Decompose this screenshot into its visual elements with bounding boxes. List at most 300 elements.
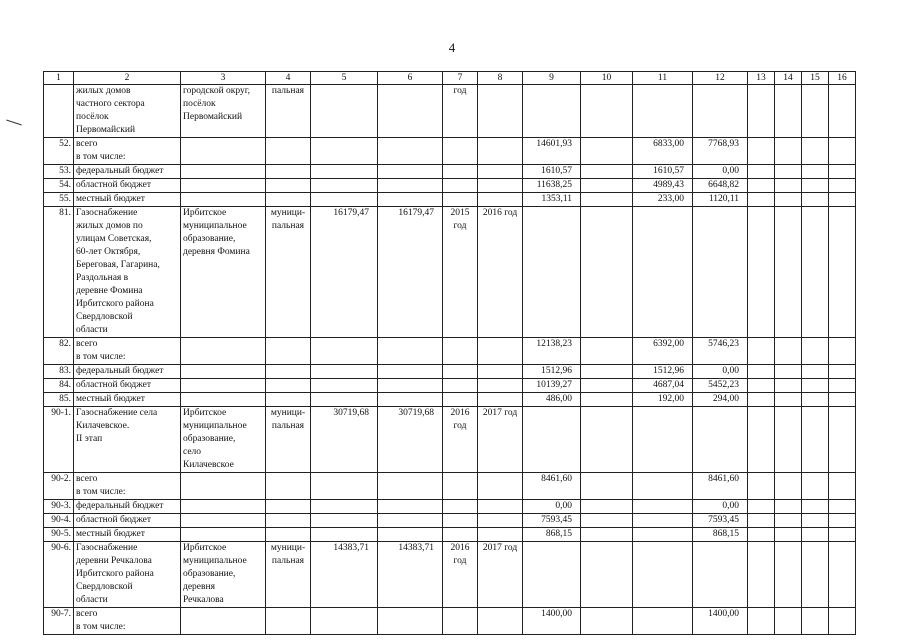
table-cell: [478, 528, 523, 542]
table-cell: всего в том числе:: [74, 608, 181, 635]
table-cell: [581, 542, 633, 608]
table-cell: [478, 379, 523, 393]
table-cell: [311, 179, 378, 193]
table-cell: [443, 193, 478, 207]
table-cell: 10139,27: [523, 379, 581, 393]
table-cell: [266, 528, 311, 542]
table-cell: 1610,57: [633, 165, 693, 179]
table-cell: [443, 379, 478, 393]
table-cell: [266, 379, 311, 393]
table-cell: 8461,60: [693, 473, 748, 500]
table-row: [44, 514, 856, 528]
table-cell: [581, 528, 633, 542]
table-cell: [802, 514, 829, 528]
table-cell: [775, 407, 802, 473]
table-cell: [443, 608, 478, 635]
table-cell: 7593,45: [693, 514, 748, 528]
table-cell: [802, 393, 829, 407]
table-cell: [266, 365, 311, 379]
table-cell: 0,00: [693, 500, 748, 514]
table-row: [44, 338, 856, 365]
table-cell: жилых домов частного сектора посёлок Первомайский: [74, 85, 181, 138]
table-cell: областной бюджет: [74, 514, 181, 528]
table-cell: [802, 379, 829, 393]
table-cell: [581, 393, 633, 407]
table-row: [44, 542, 856, 608]
table-cell: 2017 год: [478, 407, 523, 473]
table-row: [44, 608, 856, 635]
table-cell: [443, 179, 478, 193]
table-body: [44, 85, 856, 635]
table-cell: 55.: [44, 193, 74, 207]
table-cell: 868,15: [523, 528, 581, 542]
table-cell: 53.: [44, 165, 74, 179]
table-cell: 1353,11: [523, 193, 581, 207]
table-row: [44, 500, 856, 514]
table-cell: [266, 179, 311, 193]
table-cell: федеральный бюджет: [74, 165, 181, 179]
column-header-15: 15: [802, 72, 829, 85]
table-cell: 14601,93: [523, 138, 581, 165]
column-header-14: 14: [775, 72, 802, 85]
column-header-6: 6: [378, 72, 443, 85]
table-cell: [311, 473, 378, 500]
table-cell: [378, 528, 443, 542]
table-cell: [378, 165, 443, 179]
table-cell: 6648,82: [693, 179, 748, 193]
table-cell: [581, 473, 633, 500]
table-cell: [775, 608, 802, 635]
table-cell: 14383,71: [378, 542, 443, 608]
table-cell: 0,00: [693, 365, 748, 379]
table-cell: 1400,00: [523, 608, 581, 635]
table-cell: [581, 85, 633, 138]
table-cell: всего в том числе:: [74, 338, 181, 365]
table-cell: [378, 338, 443, 365]
table-cell: [378, 193, 443, 207]
column-header-2: 2: [74, 72, 181, 85]
table-cell: 83.: [44, 365, 74, 379]
table-cell: [266, 138, 311, 165]
table-cell: [829, 407, 856, 473]
table-cell: 90-2.: [44, 473, 74, 500]
table-cell: [581, 365, 633, 379]
table-cell: [748, 407, 775, 473]
table-cell: [748, 338, 775, 365]
table-cell: [378, 138, 443, 165]
table-cell: муници- пальная: [266, 207, 311, 338]
margin-pen-mark: [6, 120, 22, 126]
table-cell: [775, 365, 802, 379]
table-cell: 2015 год: [443, 207, 478, 338]
table-cell: 192,00: [633, 393, 693, 407]
table-cell: [581, 407, 633, 473]
table-cell: 90-7.: [44, 608, 74, 635]
table-cell: местный бюджет: [74, 393, 181, 407]
column-header-11: 11: [633, 72, 693, 85]
table-cell: [581, 500, 633, 514]
table-cell: [181, 179, 266, 193]
table-cell: [633, 85, 693, 138]
table-cell: 90-4.: [44, 514, 74, 528]
table-cell: [443, 165, 478, 179]
column-header-9: 9: [523, 72, 581, 85]
table-cell: 54.: [44, 179, 74, 193]
table-cell: [266, 338, 311, 365]
table-cell: [748, 365, 775, 379]
table-cell: [181, 514, 266, 528]
table-cell: 2016 год: [443, 542, 478, 608]
table-cell: 52.: [44, 138, 74, 165]
table-cell: местный бюджет: [74, 193, 181, 207]
table-cell: [478, 179, 523, 193]
table-cell: [748, 528, 775, 542]
table-cell: [829, 379, 856, 393]
table-cell: [478, 514, 523, 528]
table-cell: [775, 473, 802, 500]
table-cell: 5746,23: [693, 338, 748, 365]
table-cell: [802, 85, 829, 138]
table-cell: [802, 473, 829, 500]
table-cell: всего в том числе:: [74, 473, 181, 500]
table-cell: [443, 138, 478, 165]
page-number: 4: [448, 40, 456, 55]
table-cell: [802, 528, 829, 542]
table-cell: [829, 393, 856, 407]
table-cell: [581, 193, 633, 207]
table-cell: [775, 338, 802, 365]
table-cell: всего в том числе:: [74, 138, 181, 165]
column-header-5: 5: [311, 72, 378, 85]
table-cell: [181, 138, 266, 165]
table-cell: [443, 473, 478, 500]
table-cell: [378, 179, 443, 193]
table-cell: [378, 473, 443, 500]
table-cell: [802, 542, 829, 608]
table-cell: 0,00: [523, 500, 581, 514]
table-cell: областной бюджет: [74, 179, 181, 193]
table-cell: [802, 193, 829, 207]
table-cell: [633, 528, 693, 542]
table-cell: [775, 393, 802, 407]
table-cell: 16179,47: [311, 207, 378, 338]
table-cell: [633, 514, 693, 528]
table-cell: [748, 393, 775, 407]
table-cell: [311, 500, 378, 514]
table-cell: [378, 85, 443, 138]
table-cell: [802, 179, 829, 193]
table-cell: Газоснабжение села Килачевское. II этап: [74, 407, 181, 473]
table-cell: 5452,23: [693, 379, 748, 393]
table-cell: [523, 207, 581, 338]
table-cell: [775, 379, 802, 393]
table-header-row: [44, 72, 856, 85]
table-cell: 30719,68: [378, 407, 443, 473]
table-cell: [478, 473, 523, 500]
table-cell: [181, 365, 266, 379]
table-cell: [523, 407, 581, 473]
table-cell: 16179,47: [378, 207, 443, 338]
table-cell: [829, 365, 856, 379]
table-cell: 1400,00: [693, 608, 748, 635]
table-cell: [748, 500, 775, 514]
table-cell: [829, 165, 856, 179]
table-cell: местный бюджет: [74, 528, 181, 542]
table-cell: [478, 193, 523, 207]
table-cell: [748, 542, 775, 608]
table-cell: муници- пальная: [266, 542, 311, 608]
table-cell: [829, 193, 856, 207]
table-cell: [581, 165, 633, 179]
table-cell: [802, 138, 829, 165]
financing-table: [43, 71, 856, 635]
table-cell: 7768,93: [693, 138, 748, 165]
table-cell: [181, 500, 266, 514]
table-row: [44, 179, 856, 193]
table-cell: [181, 379, 266, 393]
table-cell: [443, 393, 478, 407]
table-cell: [181, 193, 266, 207]
table-row: [44, 138, 856, 165]
table-cell: [775, 193, 802, 207]
table-cell: [748, 514, 775, 528]
table-cell: 90-1.: [44, 407, 74, 473]
table-cell: [633, 542, 693, 608]
table-cell: [311, 379, 378, 393]
table-cell: [478, 608, 523, 635]
column-header-16: 16: [829, 72, 856, 85]
table-cell: [181, 473, 266, 500]
table-cell: [748, 85, 775, 138]
table-cell: Ирбитское муниципальное образование, село Килачевское: [181, 407, 266, 473]
table-row: [44, 207, 856, 338]
table-cell: [311, 138, 378, 165]
table-cell: 0,00: [693, 165, 748, 179]
table-cell: [266, 608, 311, 635]
table-cell: [775, 207, 802, 338]
table-cell: [581, 608, 633, 635]
table-cell: [829, 514, 856, 528]
table-cell: [748, 207, 775, 338]
table-row: [44, 193, 856, 207]
table-cell: [581, 338, 633, 365]
table-cell: [748, 179, 775, 193]
table-cell: [748, 193, 775, 207]
table-cell: 6392,00: [633, 338, 693, 365]
table-cell: [829, 138, 856, 165]
table-cell: [44, 85, 74, 138]
table-cell: 4989,43: [633, 179, 693, 193]
table-cell: [802, 500, 829, 514]
table-cell: [581, 207, 633, 338]
table-cell: 6833,00: [633, 138, 693, 165]
table-cell: [775, 179, 802, 193]
table-cell: [311, 393, 378, 407]
table-cell: 1512,96: [523, 365, 581, 379]
table-cell: 1610,57: [523, 165, 581, 179]
column-header-10: 10: [581, 72, 633, 85]
table-cell: [775, 528, 802, 542]
table-cell: [693, 542, 748, 608]
table-cell: [378, 608, 443, 635]
table-cell: [802, 608, 829, 635]
table-cell: [829, 179, 856, 193]
table-cell: [378, 514, 443, 528]
table-cell: 30719,68: [311, 407, 378, 473]
table-cell: [748, 608, 775, 635]
table-cell: [181, 393, 266, 407]
table-cell: [802, 207, 829, 338]
column-header-13: 13: [748, 72, 775, 85]
table-cell: [266, 193, 311, 207]
column-header-1: 1: [44, 72, 74, 85]
table-row: [44, 85, 856, 138]
table-cell: городской округ, посёлок Первомайский: [181, 85, 266, 138]
table-cell: [802, 407, 829, 473]
table-cell: [802, 365, 829, 379]
table-cell: 85.: [44, 393, 74, 407]
table-cell: [633, 608, 693, 635]
table-cell: 868,15: [693, 528, 748, 542]
table-cell: 8461,60: [523, 473, 581, 500]
table-cell: пальная: [266, 85, 311, 138]
table-cell: [775, 514, 802, 528]
column-header-4: 4: [266, 72, 311, 85]
table-cell: 90-3.: [44, 500, 74, 514]
table-cell: [829, 500, 856, 514]
table-cell: [443, 514, 478, 528]
table-cell: 4687,04: [633, 379, 693, 393]
table-cell: [775, 138, 802, 165]
table-cell: [378, 393, 443, 407]
table-cell: [478, 338, 523, 365]
table-cell: 84.: [44, 379, 74, 393]
table-cell: [478, 165, 523, 179]
table-row: [44, 473, 856, 500]
table-cell: [311, 528, 378, 542]
table-cell: [829, 473, 856, 500]
table-cell: [266, 473, 311, 500]
table-cell: [311, 365, 378, 379]
table-cell: [478, 138, 523, 165]
table-cell: [311, 608, 378, 635]
table-cell: [266, 500, 311, 514]
table-cell: [478, 393, 523, 407]
table-cell: Газоснабжение деревни Речкалова Ирбитского района Свердловской области: [74, 542, 181, 608]
table-cell: [748, 165, 775, 179]
table-cell: [581, 379, 633, 393]
table-cell: [378, 365, 443, 379]
table-cell: 7593,45: [523, 514, 581, 528]
table-cell: федеральный бюджет: [74, 500, 181, 514]
table-cell: [775, 165, 802, 179]
table-cell: [523, 542, 581, 608]
table-cell: [693, 207, 748, 338]
table-cell: 12138,23: [523, 338, 581, 365]
table-cell: [581, 179, 633, 193]
table-cell: 1120,11: [693, 193, 748, 207]
table-cell: [633, 407, 693, 473]
table-cell: [829, 608, 856, 635]
table-cell: муници- пальная: [266, 407, 311, 473]
table-cell: [802, 165, 829, 179]
column-header-12: 12: [693, 72, 748, 85]
table-cell: 486,00: [523, 393, 581, 407]
table-cell: федеральный бюджет: [74, 365, 181, 379]
table-cell: [478, 85, 523, 138]
column-header-3: 3: [181, 72, 266, 85]
table-cell: областной бюджет: [74, 379, 181, 393]
table-row: [44, 379, 856, 393]
table-cell: [775, 500, 802, 514]
table-cell: [829, 85, 856, 138]
table-cell: 90-6.: [44, 542, 74, 608]
table-row: [44, 407, 856, 473]
table-cell: [311, 165, 378, 179]
table-cell: [748, 138, 775, 165]
table-cell: 294,00: [693, 393, 748, 407]
table-cell: [181, 528, 266, 542]
table-cell: [581, 514, 633, 528]
table-cell: [311, 514, 378, 528]
table-cell: [266, 165, 311, 179]
table-cell: [633, 207, 693, 338]
table-cell: 2016 год: [478, 207, 523, 338]
table-row: [44, 365, 856, 379]
table-cell: [311, 193, 378, 207]
column-header-8: 8: [478, 72, 523, 85]
table-cell: [693, 85, 748, 138]
table-cell: 1512,96: [633, 365, 693, 379]
table-cell: Ирбитское муниципальное образование, деревня Речкалова: [181, 542, 266, 608]
table-cell: 2016 год: [443, 407, 478, 473]
table-cell: [802, 338, 829, 365]
table-cell: [311, 338, 378, 365]
table-cell: [478, 365, 523, 379]
table-cell: [693, 407, 748, 473]
table-cell: Газоснабжение жилых домов по улицам Советская, 60-лет Октября, Береговая, Гагарина, Раздольная в деревне Фомина Ирбитского района Свердловской области: [74, 207, 181, 338]
table-cell: Ирбитское муниципальное образование, деревня Фомина: [181, 207, 266, 338]
table-cell: [829, 207, 856, 338]
table-cell: [378, 500, 443, 514]
table-row: [44, 165, 856, 179]
table-cell: [581, 138, 633, 165]
table-cell: 233,00: [633, 193, 693, 207]
table-cell: 14383,71: [311, 542, 378, 608]
table-cell: [748, 379, 775, 393]
table-cell: [443, 365, 478, 379]
table-cell: [443, 528, 478, 542]
table-cell: [311, 85, 378, 138]
table-row: [44, 528, 856, 542]
table-cell: [775, 85, 802, 138]
table-cell: 2017 год: [478, 542, 523, 608]
table-cell: [181, 338, 266, 365]
table-cell: [633, 500, 693, 514]
table-cell: 82.: [44, 338, 74, 365]
table-cell: [829, 542, 856, 608]
table-cell: [181, 608, 266, 635]
table-cell: [748, 473, 775, 500]
table-cell: 11638,25: [523, 179, 581, 193]
table-row: [44, 393, 856, 407]
column-header-7: 7: [443, 72, 478, 85]
table-cell: [523, 85, 581, 138]
table-cell: [478, 500, 523, 514]
table-cell: [443, 338, 478, 365]
table-cell: [829, 528, 856, 542]
table-cell: [775, 542, 802, 608]
